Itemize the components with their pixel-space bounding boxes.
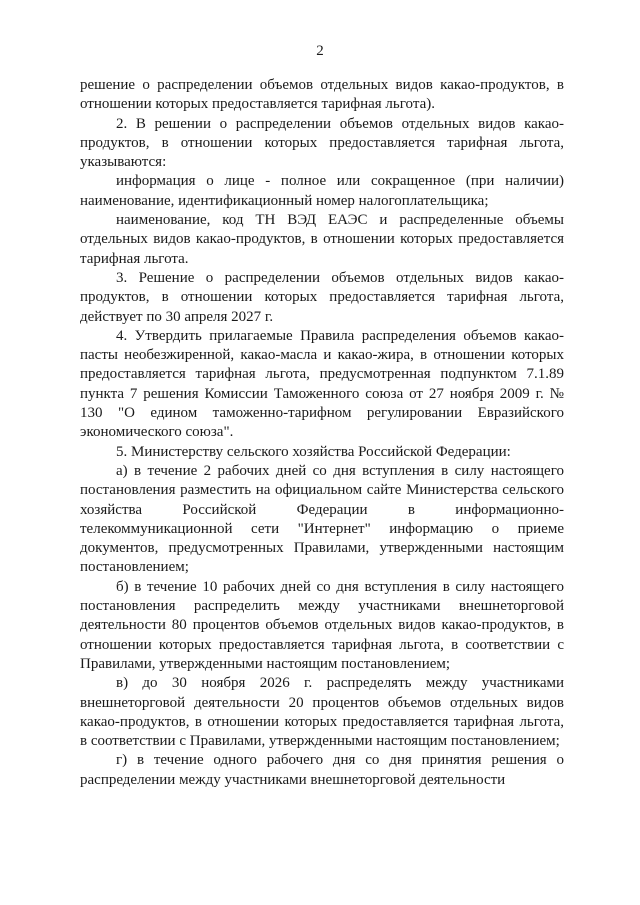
paragraph-clause-2: 2. В решении о распределении объемов отдельных видов какао-продуктов, в отношении которых предоставляется тарифная льгота, указываются:	[80, 115, 564, 171]
paragraph-clause-5-a: а) в течение 2 рабочих дней со дня вступления в силу настоящего постановления разместить на официальном сайте Министерства сельского хозяйства Российской Федерации в информационно-телекоммуникационной сети "Интернет" информацию о приеме документов, предусмотренных Правилами, утвержденными настоящим постановлением;	[80, 462, 564, 576]
paragraph-clause-3: 3. Решение о распределении объемов отдельных видов какао-продуктов, в отношении которых предоставляется тарифная льгота, действует по 30 апреля 2027 г.	[80, 269, 564, 325]
paragraph-clause-5-b: б) в течение 10 рабочих дней со дня вступления в силу настоящего постановления распределить между участниками внешнеторговой деятельности 80 процентов объемов отдельных видов какао-продуктов, в отношении которых предоставляется тарифная льгота, в соответствии с Правилами, утвержденными настоящим постановлением;	[80, 578, 564, 672]
paragraph-clause-2-item-1: информация о лице - полное или сокращенное (при наличии) наименование, идентификационный номер налогоплательщика;	[80, 173, 564, 209]
paragraph-clause-5-g: г) в течение одного рабочего дня со дня принятия решения о распределении между участниками внешнеторговой деятельности	[80, 752, 564, 788]
paragraph-clause-4: 4. Утвердить прилагаемые Правила распределения объемов какао-пасты необезжиренной, какао-масла и какао-жира, в отношении которых предоставляется тарифная льгота, предусмотренная подпунктом 7.1.89 пункта 7 решения Комиссии Таможенного союза от 27 ноября 2009 г. № 130 "О едином таможенно-тарифном регулировании Евразийского экономического союза".	[80, 327, 564, 441]
paragraph-clause-5: 5. Министерству сельского хозяйства Российской Федерации:	[116, 443, 511, 460]
paragraph-continuation: решение о распределении объемов отдельных видов какао-продуктов, в отношении которых предоставляется тарифная льгота).	[80, 77, 564, 113]
paragraph-clause-2-item-2: наименование, код ТН ВЭД ЕАЭС и распределенные объемы отдельных видов какао-продуктов, в отношении которых предоставляется тарифная льгота.	[80, 212, 564, 267]
paragraph-clause-5-v: в) до 30 ноября 2026 г. распределять между участниками внешнеторговой деятельности 20 процентов объемов отдельных видов какао-продуктов, в отношении которых предоставляется тарифная льгота, в соответствии с Правилами, утвержденными настоящим постановлением;	[80, 675, 564, 750]
document-body	[80, 76, 564, 790]
page-number: 2	[316, 43, 324, 59]
